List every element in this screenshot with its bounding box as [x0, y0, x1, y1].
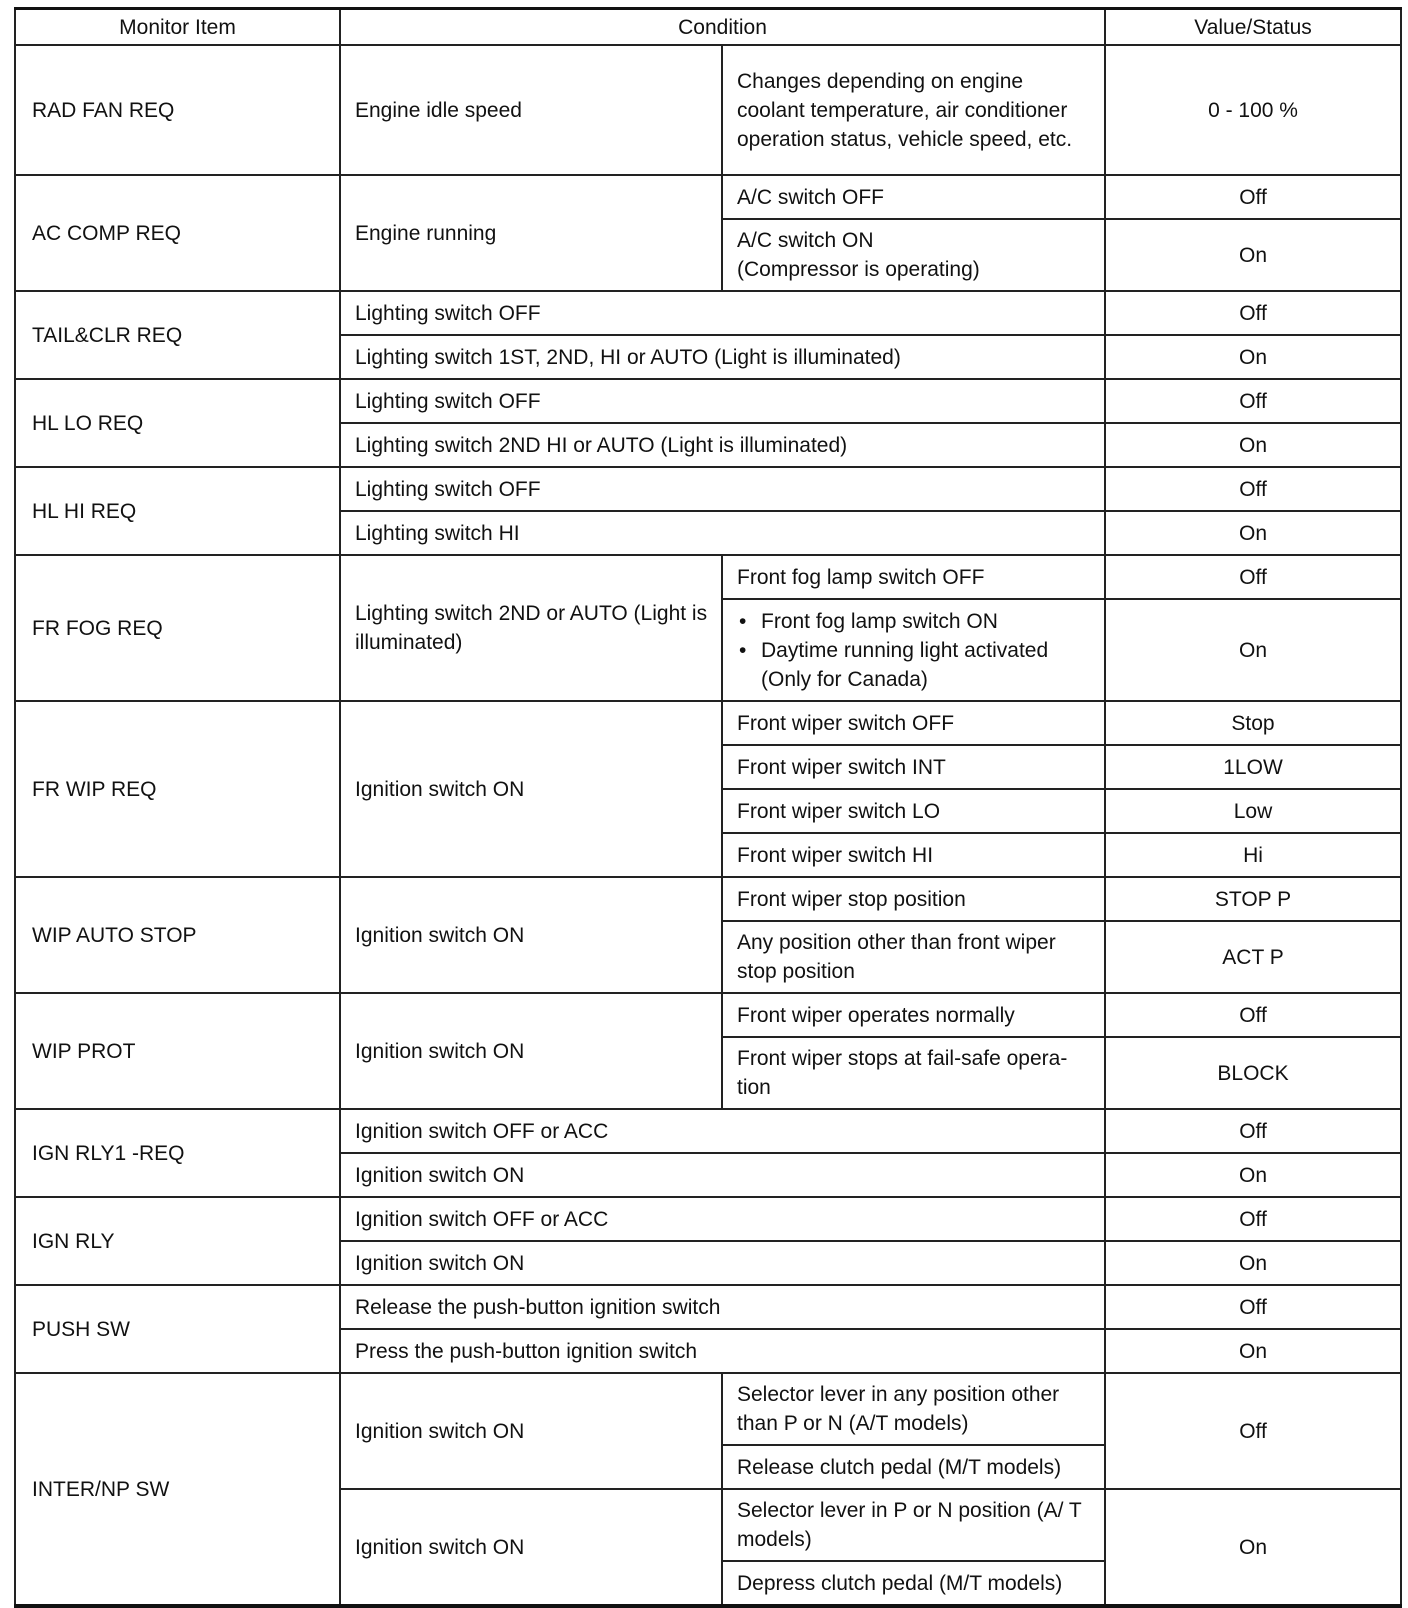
sub-condition: Front wiper switch INT	[722, 745, 1105, 789]
monitor-item: IGN RLY1 -REQ	[15, 1109, 340, 1197]
condition: Lighting switch HI	[340, 511, 1105, 555]
sub-condition	[722, 219, 1105, 291]
table-row	[15, 1373, 1401, 1445]
monitor-item: HL HI REQ	[15, 467, 340, 555]
table-row	[15, 45, 1401, 175]
bullet-item: • Front fog lamp switch ON	[737, 607, 1094, 636]
value-status: On	[1105, 1489, 1401, 1606]
condition: Ignition switch ON	[340, 1489, 722, 1606]
value-status: Stop	[1105, 701, 1401, 745]
monitor-item: HL LO REQ	[15, 379, 340, 467]
table-row	[15, 993, 1401, 1037]
monitor-item: AC COMP REQ	[15, 175, 340, 291]
table-row	[15, 1109, 1401, 1153]
table-row	[15, 877, 1401, 921]
value-status: Off	[1105, 555, 1401, 599]
sub-condition: Depress clutch pedal (M/T models)	[722, 1561, 1105, 1606]
condition: Ignition switch ON	[340, 1153, 1105, 1197]
table-row	[15, 555, 1401, 599]
sub-condition-line: A/C switch ON	[737, 229, 874, 252]
monitor-item: RAD FAN REQ	[15, 45, 340, 175]
value-status: 1LOW	[1105, 745, 1401, 789]
monitor-item: TAIL&CLR REQ	[15, 291, 340, 379]
sub-condition: Front wiper operates normally	[722, 993, 1105, 1037]
condition: Lighting switch 2ND or AUTO (Light is illuminated)	[340, 555, 722, 701]
value-status: On	[1105, 1241, 1401, 1285]
value-status: Off	[1105, 379, 1401, 423]
table-row	[15, 1285, 1401, 1329]
condition: Engine running	[340, 175, 722, 291]
sub-condition	[722, 599, 1105, 701]
monitor-item: INTER/NP SW	[15, 1373, 340, 1606]
condition: Release the push-button ignition switch	[340, 1285, 1105, 1329]
value-status: Off	[1105, 1197, 1401, 1241]
value-status: On	[1105, 1329, 1401, 1373]
value-status: On	[1105, 599, 1401, 701]
table-row	[15, 1197, 1401, 1241]
header-condition: Condition	[340, 9, 1105, 46]
value-status: Off	[1105, 175, 1401, 219]
value-status: Off	[1105, 993, 1401, 1037]
monitor-item: WIP AUTO STOP	[15, 877, 340, 993]
sub-condition: Selector lever in any position other than P or N (A/T models)	[722, 1373, 1105, 1445]
sub-condition: Any position other than front wiper stop position	[722, 921, 1105, 993]
sub-condition: A/C switch OFF	[722, 175, 1105, 219]
condition: Ignition switch ON	[340, 877, 722, 993]
bullet-text: Daytime running light activated	[761, 638, 1049, 662]
monitor-item: FR WIP REQ	[15, 701, 340, 877]
condition: Ignition switch ON	[340, 701, 722, 877]
header-value-status: Value/Status	[1105, 9, 1401, 46]
sub-condition: Front wiper switch OFF	[722, 701, 1105, 745]
table-row	[15, 291, 1401, 335]
value-status: On	[1105, 423, 1401, 467]
condition: Ignition switch ON	[340, 1241, 1105, 1285]
header-monitor-item: Monitor Item	[15, 9, 340, 46]
condition: Ignition switch OFF or ACC	[340, 1197, 1105, 1241]
value-status: 0 - 100 %	[1105, 45, 1401, 175]
monitor-item: PUSH SW	[15, 1285, 340, 1373]
sub-condition: Changes depending on engine coolant temperature, air conditioner operation status, vehicle speed, etc.	[722, 45, 1105, 175]
table-row	[15, 379, 1401, 423]
value-status: BLOCK	[1105, 1037, 1401, 1109]
monitor-item: FR FOG REQ	[15, 555, 340, 701]
monitor-item: WIP PROT	[15, 993, 340, 1109]
value-status: STOP P	[1105, 877, 1401, 921]
table-row	[15, 467, 1401, 511]
condition: Ignition switch ON	[340, 1373, 722, 1489]
value-status: On	[1105, 219, 1401, 291]
monitor-item: IGN RLY	[15, 1197, 340, 1285]
condition: Lighting switch 1ST, 2ND, HI or AUTO (Light is illuminated)	[340, 335, 1105, 379]
sub-condition: Front wiper switch LO	[722, 789, 1105, 833]
sub-condition: Front fog lamp switch OFF	[722, 555, 1105, 599]
condition: Ignition switch OFF or ACC	[340, 1109, 1105, 1153]
header-row	[15, 9, 1401, 46]
value-status: Low	[1105, 789, 1401, 833]
condition: Lighting switch OFF	[340, 379, 1105, 423]
value-status: Hi	[1105, 833, 1401, 877]
value-status: On	[1105, 511, 1401, 555]
value-status: Off	[1105, 467, 1401, 511]
sub-condition: Front wiper stops at fail-safe opera- tion	[722, 1037, 1105, 1109]
value-status: Off	[1105, 1285, 1401, 1329]
bullet-item	[737, 636, 1094, 694]
bullet-text-cont: (Only for Canada)	[761, 667, 928, 691]
value-status: Off	[1105, 1109, 1401, 1153]
condition: Lighting switch OFF	[340, 467, 1105, 511]
condition: Press the push-button ignition switch	[340, 1329, 1105, 1373]
condition: Engine idle speed	[340, 45, 722, 175]
condition: Lighting switch 2ND HI or AUTO (Light is illuminated)	[340, 423, 1105, 467]
sub-condition: Front wiper switch HI	[722, 833, 1105, 877]
monitor-table	[14, 7, 1402, 1608]
table-row	[15, 701, 1401, 745]
bullet-list	[737, 607, 1094, 694]
sub-condition-line: (Compressor is operating)	[737, 258, 980, 281]
condition: Ignition switch ON	[340, 993, 722, 1109]
sub-condition: Release clutch pedal (M/T models)	[722, 1445, 1105, 1489]
value-status: On	[1105, 335, 1401, 379]
sub-condition: Front wiper stop position	[722, 877, 1105, 921]
condition: Lighting switch OFF	[340, 291, 1105, 335]
value-status: Off	[1105, 291, 1401, 335]
value-status: On	[1105, 1153, 1401, 1197]
sub-condition: Selector lever in P or N position (A/ T models)	[722, 1489, 1105, 1561]
value-status: Off	[1105, 1373, 1401, 1489]
value-status: ACT P	[1105, 921, 1401, 993]
table-row	[15, 175, 1401, 219]
